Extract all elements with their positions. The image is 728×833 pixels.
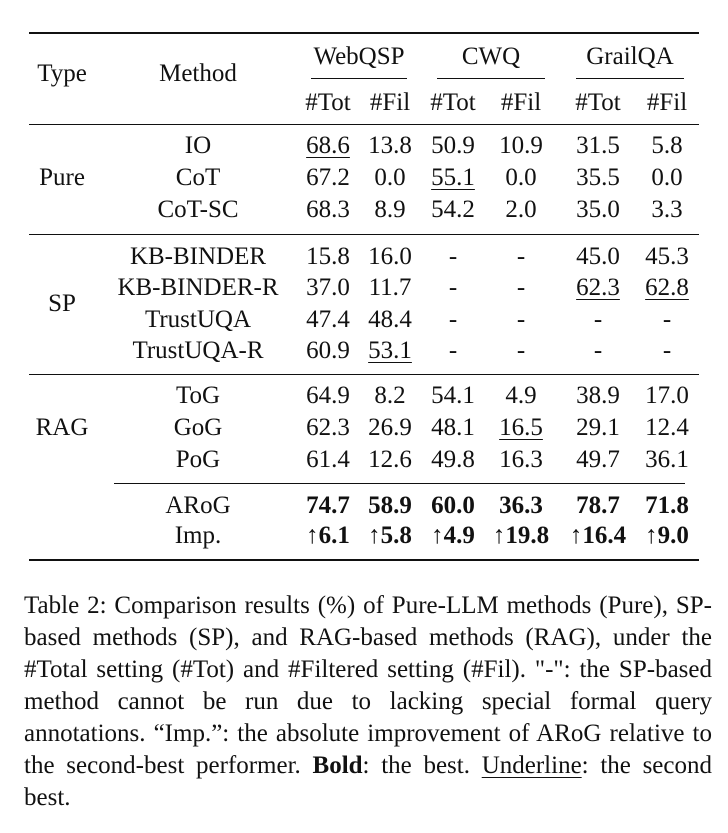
dataset-underline [311, 78, 407, 79]
header-subcolumn: #Tot [575, 89, 621, 116]
table-cell: 49.8 [431, 446, 475, 473]
table-cell: 4.9 [505, 382, 537, 409]
method-name: CoT [175, 164, 221, 191]
table-cell: 45.0 [576, 243, 620, 270]
method-name: IO [184, 132, 212, 159]
improvement-value: 19.8 [505, 522, 550, 549]
dataset-underline [437, 78, 545, 79]
table-cell: 29.1 [576, 414, 620, 441]
caption-text: Table 2: Comparison results (%) of Pure-LLM methods (Pure), SP-based methods (SP), and RAG-based methods (RAG), under the #Total setting (#Tot) and #Filtered setting (#Fil). "-": the SP-based method cannot be run due to lacking special formal query annotations. “Imp.”: the absolute improvement of ARoG relative to the second-best performer. [24, 592, 712, 779]
table-cell: 60.0 [431, 492, 475, 519]
method-name: CoT-SC [157, 196, 239, 223]
table-cell: 16.3 [499, 446, 543, 473]
method-name: KB-BINDER [129, 243, 267, 270]
table-cell [645, 523, 689, 548]
method-name: GoG [173, 414, 223, 441]
table-cell: 55.1 [431, 164, 475, 191]
table-cell: 68.3 [306, 196, 350, 223]
table-cell [493, 523, 549, 548]
improvement-value: 5.8 [380, 522, 412, 549]
table-cell: 8.2 [374, 382, 406, 409]
improvement-value: 16.4 [582, 522, 627, 549]
method-name: ToG [175, 382, 221, 409]
table-cell: 11.7 [368, 274, 412, 301]
caption-text: : the second best. [24, 752, 713, 811]
header-subcolumn: #Fil [369, 89, 411, 116]
up-arrow-icon: ↑ [306, 522, 319, 549]
table-cell: 61.4 [306, 446, 350, 473]
table-cell: 13.8 [368, 132, 412, 159]
table-cell: 12.6 [368, 446, 412, 473]
header-method: Method [159, 60, 237, 87]
table-cell: 48.1 [431, 414, 475, 441]
table-cell: 50.9 [431, 132, 475, 159]
up-arrow-icon: ↑ [431, 522, 444, 549]
improvement-value: 9.0 [657, 522, 689, 549]
table-caption [24, 590, 712, 814]
table-cell: - [448, 306, 458, 333]
table-cell: 36.1 [645, 446, 689, 473]
table-cell [368, 523, 412, 548]
table-cell: - [516, 274, 526, 301]
table-cell: 37.0 [306, 274, 350, 301]
table-cell: 74.7 [306, 492, 350, 519]
header-dataset: CWQ [461, 43, 521, 70]
header-dataset: WebQSP [313, 43, 405, 70]
table-cell: 62.3 [306, 414, 350, 441]
group-type-label: RAG [35, 414, 89, 441]
method-name: PoG [175, 446, 221, 473]
header-subcolumn: #Tot [430, 89, 476, 116]
table-cell: 17.0 [645, 382, 689, 409]
improvement-value: 4.9 [443, 522, 475, 549]
header-subcolumn: #Fil [500, 89, 542, 116]
improvement-value: 6.1 [318, 522, 350, 549]
header-subcolumn: #Tot [305, 89, 351, 116]
table-cell: - [516, 337, 526, 364]
table-cell: 53.1 [368, 337, 412, 364]
up-arrow-icon: ↑ [645, 522, 658, 549]
method-name: Imp. [174, 522, 222, 549]
table-cell: 5.8 [651, 132, 683, 159]
table-cell: - [662, 306, 672, 333]
header-dataset: GrailQA [586, 43, 674, 70]
table-cell: 0.0 [374, 164, 406, 191]
table-cell: 16.0 [368, 243, 412, 270]
caption-underline-label: Underline [481, 752, 582, 779]
table-cell [431, 523, 475, 548]
table-cell: 58.9 [368, 492, 412, 519]
top-rule [29, 32, 699, 34]
table-cell: 36.3 [499, 492, 543, 519]
table-cell: 8.9 [374, 196, 406, 223]
table-cell: 62.8 [645, 274, 689, 301]
caption-bold-label: Bold [312, 752, 363, 779]
caption-text: : the best. [362, 752, 482, 779]
table-cell: 3.3 [651, 196, 683, 223]
table-cell: - [448, 243, 458, 270]
method-name: ARoG [165, 492, 231, 519]
table-cell: 26.9 [368, 414, 412, 441]
table-cell: 16.5 [499, 414, 543, 441]
summary-rule [114, 483, 685, 484]
table-cell: 45.3 [645, 243, 689, 270]
table-cell: 15.8 [306, 243, 350, 270]
table-cell: 12.4 [645, 414, 689, 441]
table-cell: 67.2 [306, 164, 350, 191]
table-cell: 0.0 [505, 164, 537, 191]
table-cell: 48.4 [368, 306, 412, 333]
table-cell: - [593, 337, 603, 364]
table-cell: 68.6 [306, 132, 350, 159]
table-cell: 71.8 [645, 492, 689, 519]
header-subcolumn: #Fil [646, 89, 688, 116]
group-rule [29, 234, 699, 235]
table-cell: 54.1 [431, 382, 475, 409]
table-cell: 0.0 [651, 164, 683, 191]
table-cell [570, 523, 626, 548]
up-arrow-icon: ↑ [569, 522, 583, 549]
table-cell: 49.7 [576, 446, 620, 473]
table-cell [306, 523, 350, 548]
table-cell: 31.5 [576, 132, 620, 159]
table-cell: 2.0 [505, 196, 537, 223]
bottom-rule [29, 559, 699, 561]
table-cell: - [593, 306, 603, 333]
table-cell: 62.3 [576, 274, 620, 301]
table-cell: 38.9 [576, 382, 620, 409]
table-cell: 54.2 [431, 196, 475, 223]
table-cell: - [448, 337, 458, 364]
group-rule [29, 374, 699, 375]
table-cell: 35.0 [576, 196, 620, 223]
table-cell: 64.9 [306, 382, 350, 409]
method-name: TrustUQA [144, 306, 252, 333]
table-cell: 10.9 [499, 132, 543, 159]
table-cell: 78.7 [576, 492, 620, 519]
up-arrow-icon: ↑ [368, 522, 381, 549]
header-type: Type [37, 60, 87, 87]
group-type-label: Pure [39, 164, 85, 191]
table-cell: 47.4 [306, 306, 350, 333]
table-cell: 60.9 [306, 337, 350, 364]
group-rule [29, 124, 699, 125]
table-cell: 35.5 [576, 164, 620, 191]
table-cell: - [516, 306, 526, 333]
method-name: KB-BINDER-R [117, 274, 279, 301]
group-type-label: SP [48, 290, 76, 317]
dataset-underline [576, 78, 684, 79]
up-arrow-icon: ↑ [492, 522, 506, 549]
table-cell: - [662, 337, 672, 364]
method-name: TrustUQA-R [132, 337, 264, 364]
table-cell: - [516, 243, 526, 270]
table-cell: - [448, 274, 458, 301]
